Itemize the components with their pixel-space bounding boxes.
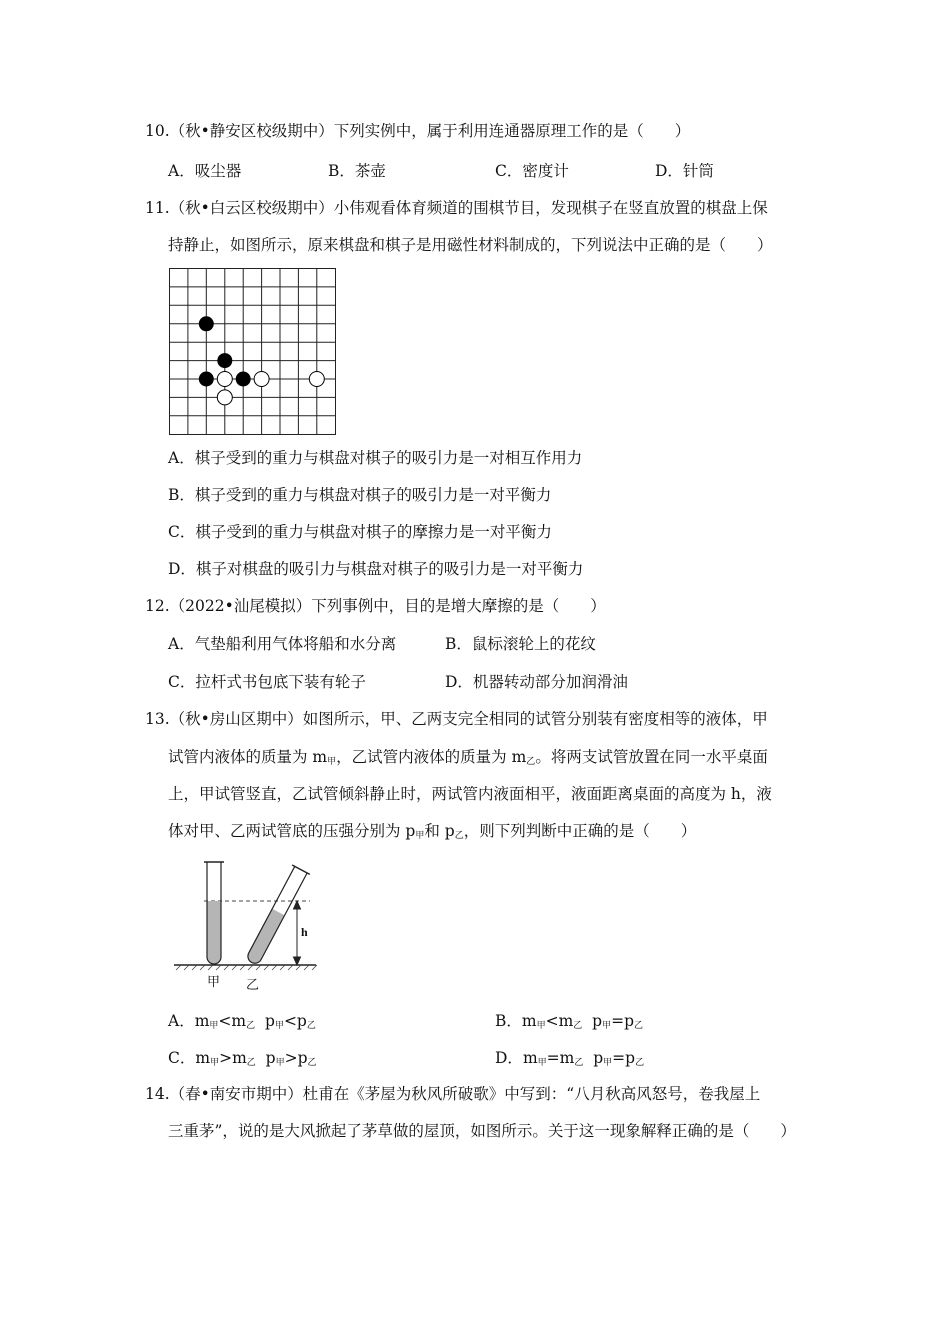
q12-option-a: A．气垫船利用气体将船和水分离 xyxy=(168,635,397,653)
q11-option-b: B．棋子受到的重力与棋盘对棋子的吸引力是一对平衡力 xyxy=(168,486,552,504)
q13-option-d: D．$m_甲=m_乙$ $p_甲=p_乙$ xyxy=(495,1049,645,1068)
height-label: h xyxy=(301,925,308,939)
test-tube-yi xyxy=(243,865,310,967)
white-stone xyxy=(217,390,232,405)
q11-option-c: C．棋子受到的重力与棋盘对棋子的摩擦力是一对平衡力 xyxy=(168,523,552,541)
q11-option-a: A．棋子受到的重力与棋盘对棋子的吸引力是一对相互作用力 xyxy=(168,449,583,467)
q10-option-b: B．茶壶 xyxy=(328,162,386,180)
q13-line2: 试管内液体的质量为 $m_甲$，乙试管内液体的质量为 $m_乙$。将两支试管放置在同一水平桌面 xyxy=(168,748,768,767)
q11-stem-line1: 11.（秋•白云区校级期中）小伟观看体育频道的围棋节目，发现棋子在竖直放置的棋盘上保 xyxy=(145,199,768,217)
q10-option-a: A．吸尘器 xyxy=(168,162,242,180)
tube-label-yi: 乙 xyxy=(246,978,260,993)
q12-option-d: D．机器转动部分加润滑油 xyxy=(445,673,628,691)
black-stone xyxy=(217,353,232,368)
q14-line2: 三重茅”，说的是大风掀起了茅草做的屋顶，如图所示。关于这一现象解释正确的是（ ） xyxy=(168,1122,796,1140)
q11-option-d: D．棋子对棋盘的吸引力与棋盘对棋子的吸引力是一对平衡力 xyxy=(168,560,584,578)
q14-line1: 14.（春•南安市期中）杜甫在《茅屋为秋风所破歌》中写到：“八月秋高风怒号，卷我屋上 xyxy=(145,1085,761,1103)
tube-label-jia: 甲 xyxy=(207,975,221,990)
black-stone xyxy=(199,316,214,331)
q13-option-b: B．$m_甲<m_乙$ $p_甲=p_乙$ xyxy=(495,1012,644,1031)
white-stone xyxy=(254,372,269,387)
q12-option-c: C．拉杆式书包底下装有轮子 xyxy=(168,673,366,691)
test-tube-jia xyxy=(204,862,224,964)
q13-line1: 13.（秋•房山区期中）如图所示，甲、乙两支完全相同的试管分别装有密度相等的液体，甲 xyxy=(145,710,768,728)
test-tubes-figure xyxy=(170,858,320,993)
q11-stem-line2: 持静止，如图所示，原来棋盘和棋子是用磁性材料制成的，下列说法中正确的是（ ） xyxy=(168,236,773,254)
go-board-figure xyxy=(169,268,337,436)
q10-option-c: C．密度计 xyxy=(495,162,569,180)
black-stone xyxy=(199,372,214,387)
q13-option-c: C．$m_甲>m_乙$ $p_甲>p_乙$ xyxy=(168,1049,317,1068)
white-stone xyxy=(217,372,232,387)
q12-option-b: B．鼠标滚轮上的花纹 xyxy=(445,635,596,653)
q13-option-a: A．$m_甲<m_乙$ $p_甲<p_乙$ xyxy=(168,1012,316,1031)
go-board-grid xyxy=(169,268,336,435)
q10-stem: 10.（秋•静安区校级期中）下列实例中，属于利用连通器原理工作的是（ ） xyxy=(145,122,691,140)
q13-line3: 上，甲试管竖直，乙试管倾斜静止时，两试管内液面相平，液面距离桌面的高度为 h，液 xyxy=(168,785,772,803)
height-marker xyxy=(294,901,301,965)
black-stone xyxy=(236,372,251,387)
q12-stem: 12.（2022•汕尾模拟）下列事例中，目的是增大摩擦的是（ ） xyxy=(145,597,606,615)
q10-option-d: D．针筒 xyxy=(655,162,714,180)
q13-line4: 体对甲、乙两试管底的压强分别为 $p_甲$和 $p_乙$，则下列判断中正确的是（ ） xyxy=(168,822,697,841)
white-stone xyxy=(309,372,324,387)
